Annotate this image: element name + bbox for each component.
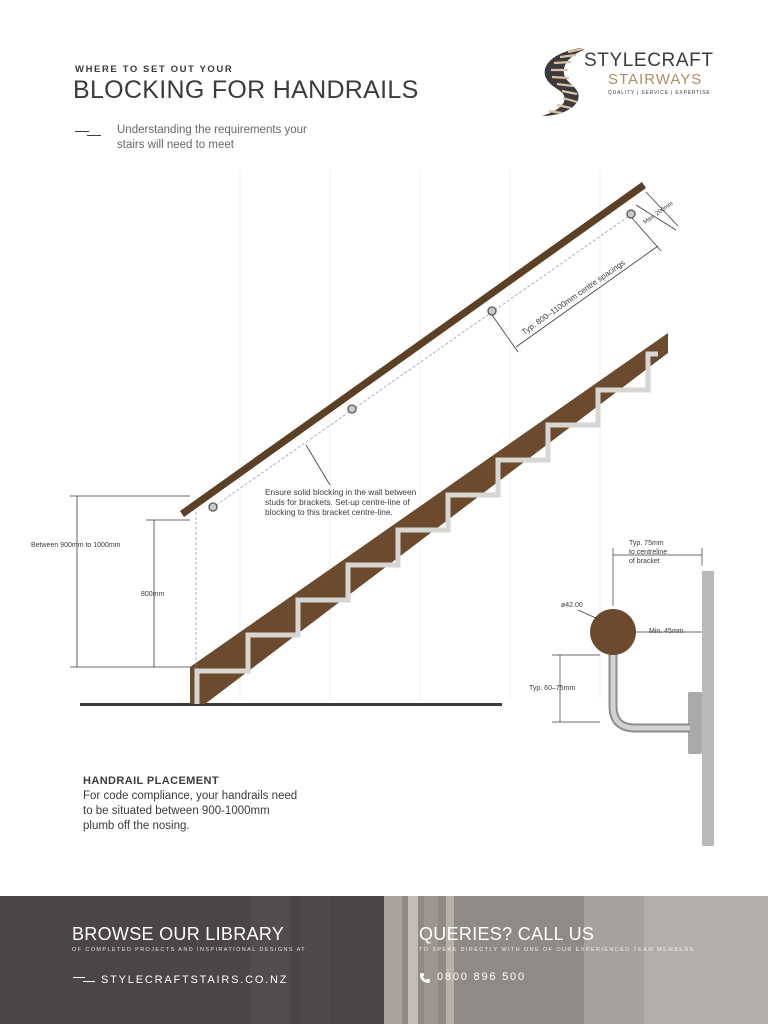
note-leader [306,445,330,485]
phone-number-link[interactable]: 0800 896 500 [437,971,526,983]
floor-line [80,703,502,706]
library-title: BROWSE OUR LIBRARY [72,924,285,944]
detail-diameter-label: ø42.00 [561,602,583,609]
library-url-link[interactable]: STYLECRAFTSTAIRS.CO.NZ [101,974,289,986]
link-dash-icon [73,974,95,984]
spacing-label: Typ. 800–1100mm centre spacings [519,258,627,337]
height-label: 800mm [141,591,165,598]
call-subtitle: TO SPEAK DIRECTLY WITH ONE OF OUR EXPERIENCED TEAM MEMBERS [419,947,695,953]
placement-body: For code compliance, your handrails need to be situated between 900-1000mm plumb off the nosing. [83,790,298,832]
height-dimensions [70,496,190,667]
bracket-detail [552,548,714,846]
detail-offset-label-2: to centreline [629,549,668,556]
bracket-centreline [212,214,632,508]
placement-heading: HANDRAIL PLACEMENT [83,775,219,787]
page-subtitle: Understanding the requirements your stairs will need to meet [117,124,307,151]
detail-min-label: Min. 45mm [649,628,684,635]
header-eyebrow: WHERE TO SET OUT YOUR [75,64,234,75]
call-title: QUERIES? CALL US [419,924,595,944]
height-range-label: Between 900mm to 1000mm [31,542,121,549]
detail-offset-label-3: of bracket [629,558,660,565]
detail-offset-label-1: Typ. 75mm [629,540,664,547]
handrail-brackets [209,210,635,511]
library-subtitle: OF COMPLETED PROJECTS AND INSPIRATIONAL DESIGNS AT [72,947,307,953]
logo-tagline: QUALITY | SERVICE | EXPERTISE [608,90,711,96]
page-title: BLOCKING FOR HANDRAILS [73,76,419,104]
footer-library-panel [0,896,384,1024]
phone-icon [419,972,431,984]
blocking-note: Ensure solid blocking in the wall between studs for brackets. Set-up centre-line of blocking to this bracket centre-line. [265,487,417,517]
handrail [180,182,646,517]
max-label [643,201,675,226]
logo-name: STYLECRAFT [584,50,714,71]
footer-call-panel [384,896,768,1024]
max-label-text: Max. 200mm [642,200,675,226]
detail-height-label: Typ. 60–75mm [529,685,576,692]
logo-sub: STAIRWAYS [608,71,703,88]
